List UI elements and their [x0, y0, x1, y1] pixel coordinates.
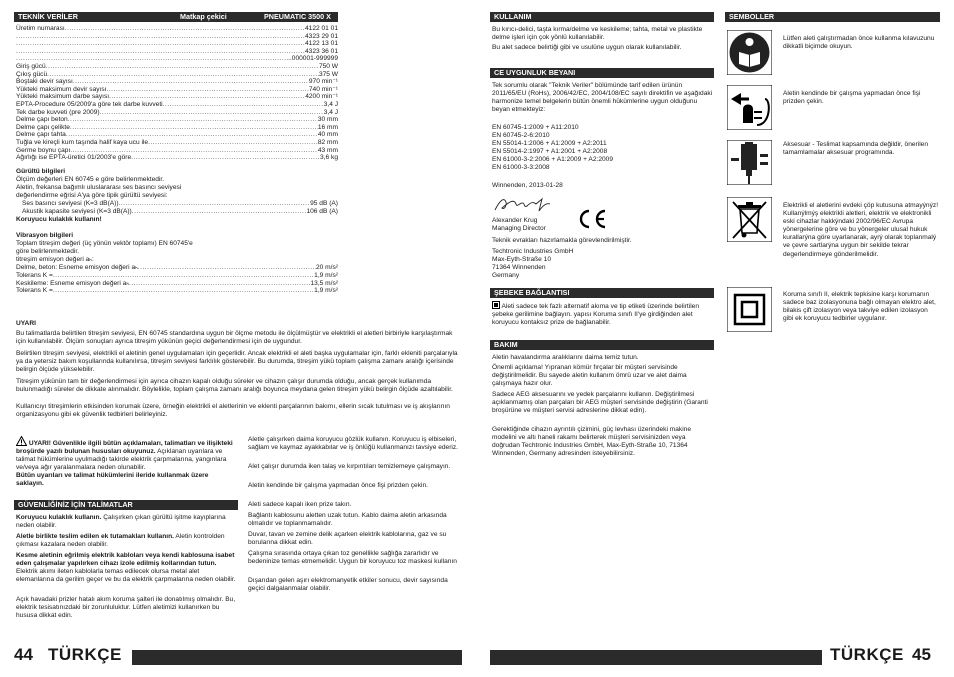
spec-value: 970 min⁻¹	[308, 78, 338, 86]
spec-label: Tuğla ve kireçli kum taşında halif kaya ucu ile	[16, 138, 149, 146]
read-manual-icon	[727, 30, 772, 75]
spec-row	[16, 109, 338, 117]
spec-row	[16, 272, 338, 280]
spec-value: 16 mm	[317, 123, 338, 131]
noise-intro-1: Ölçüm değerleri EN 60745 e göre belirlenmektedir.	[16, 176, 165, 184]
warning-text: Açıklanan uyarılara ve talimat hükümlerine uyulmadığı takirde elektrik çarpmalarına, yangınlara ve/veya ağır yaralanmalara neden olunabilir.	[16, 448, 227, 472]
spec-label: Yükteki maksimum darbe sayısı	[16, 93, 110, 101]
spec-row	[16, 25, 338, 33]
symbol-text: Elektrikli el aletlerini evdeki çöp kutusuna atmayýnýz! Kullanýlmýş elektrikli aletleri, elektrik ve elektronikli eski cihazlar hakkýndaki 2002/96/EC Avrupa yönergelerine göre ve bu yönergeler ulusal hukuk kurallarýna göre uyarlanarak, ayrý olarak toplanmalý ve çevre sartlarýna uygun bir sekilde tekrar degerlendirmeye gönderilmelidir.	[783, 202, 939, 258]
spec-row	[16, 264, 338, 272]
spec-value: 375 W	[318, 70, 338, 78]
spec-value: 20 m/s²	[316, 264, 338, 272]
ce-standard: EN 61000-3-3:2008	[492, 164, 550, 172]
spec-row	[16, 280, 338, 288]
spec-row	[16, 147, 338, 155]
symbol-row-class-ii	[727, 287, 940, 337]
warning-keep: Bütün uyarıları ve talimat hükümlerini ileride kullanmak üzere saklayın.	[16, 472, 209, 488]
kullanim-heading: KULLANIM	[494, 12, 532, 21]
dot-leader	[53, 287, 314, 295]
safety-1-text: Çalışırken çıkan gürültü işitme kayıplarına neden olabilir.	[16, 514, 226, 530]
dot-leader	[70, 147, 318, 155]
spec-row	[16, 139, 338, 147]
safety-2-bold: Aletle birlikte teslim edilen ek tutamakları kullanın.	[16, 533, 174, 540]
spec-row	[16, 101, 338, 109]
ce-intro: Tek sorumlu olarak "Teknik Veriler" bölümünde tarif edilen ürünün 2011/65/EU (RoHs), 2006/42/EC, 2004/108/EC sayılı direktifin ve aşağıdaki harmonize temel belgelerin bütün önemli hükümlerine uygun olduğunu beyan etmekteyiz:	[492, 82, 713, 114]
right-footer-bar	[490, 650, 822, 665]
spec-label: Ses basıncı seviyesi (K=3 dB(A))	[22, 200, 119, 208]
kullanim-para-1: Bu kırıcı-delici, taşta kırma/delme ve keskileme; tahta, metal ve plastikte delme işleri için çok yönlü kullanılabilir.	[492, 26, 703, 42]
ce-header	[490, 68, 714, 78]
dot-leader	[129, 280, 311, 288]
class-ii-small-icon	[492, 301, 500, 309]
warning-triangle-icon	[16, 436, 27, 446]
symbol-row-accessory	[727, 140, 940, 190]
spec-value: 3,6 kg	[320, 154, 338, 162]
dot-leader	[138, 264, 316, 272]
ce-place-date: Winnenden, 2013-01-28	[492, 182, 563, 189]
dot-leader	[16, 40, 305, 48]
spec-label: EPTA-Procedure 05/2009'a göre tek darbe kuvveti	[16, 100, 163, 108]
dot-leader	[53, 272, 314, 280]
ce-mark-logo	[574, 208, 608, 230]
spec-row	[16, 78, 338, 86]
noise-rows	[22, 200, 338, 215]
semboller-header	[725, 12, 940, 22]
tech-data-title: TEKNİK VERİLER	[18, 12, 78, 21]
safety-3-bold: Kesme aletinin eğrilmiş elektrik kabloları veya kendi kablosuna isabet eden çalışmalar yapılırken cihazı izole edilmiş kollarından tutun.	[16, 552, 235, 568]
sebeke-text: Aleti sadece tek fazlı alternatif akıma ve tip etiketi üzerinde belirtilen şebeke gerilimine bağlayın. yapısı Koruma sınıfı II'ye girdiğinden alet koruyucu kontaksız prize de bağlanabilir.	[492, 303, 700, 327]
dot-leader	[65, 25, 305, 33]
spec-label: Delme çapı beton	[16, 116, 68, 124]
spec-value: 4122 13 01	[304, 40, 338, 48]
address-line: Max-Eyth-Straße 10	[492, 256, 551, 264]
ce-standard: EN 61000-3-2:2006 + A1:2009 + A2:2009	[492, 156, 613, 164]
tech-data-header	[14, 12, 338, 22]
vibration-rows	[16, 264, 338, 294]
spec-value: 1,9 m/s²	[314, 287, 338, 295]
spec-label: Keskileme: Esneme emisyon değeri aₕ	[16, 279, 129, 287]
symbol-text: Aletin kendinde bir çalışma yapmadan önce fişi prizden çekin.	[783, 90, 921, 106]
safety-1	[16, 514, 238, 530]
spec-row	[22, 208, 338, 216]
spec-value: 3,4 J	[323, 108, 338, 116]
spec-value: ...000001-999999	[286, 55, 338, 63]
bakim-para-1: Aletin havalandırma aralıklarını daima temiz tutun.	[492, 354, 639, 361]
vibration-intro-3: titreşim emisyon değeri aₕ:	[16, 256, 94, 264]
spec-row	[16, 48, 338, 56]
safety-1-bold: Koruyucu kulaklık kullanın.	[16, 514, 102, 521]
address-line: Germany	[492, 272, 520, 280]
dot-leader	[68, 116, 318, 124]
spec-value: 43 mm	[317, 146, 338, 154]
uyari-para-4: Kullanıcıyı titreşimlerin etkisinden korumak üzere, örneğin elektrikli el aletlerinin ve eklenti parçalarının bakımı, ellerin sıcak tutulması ve iş akışlarının organizasyonu gibi ek güvenlik tedbirleri belirleyiniz.	[16, 403, 450, 419]
symbol-row-manual	[727, 30, 940, 80]
spec-label: Delme çapı çelikte	[16, 123, 70, 131]
right-page-language: TÜRKÇE	[830, 645, 904, 664]
ce-standard: EN 55014-2:1997 + A1:2001 + A2:2008	[492, 148, 608, 156]
spec-value: 40 mm	[317, 131, 338, 139]
address-line: Techtronic Industries GmbH	[492, 248, 574, 255]
spec-value: 82 mm	[317, 138, 338, 146]
spec-value: 4323 29 01	[304, 32, 338, 40]
spec-row	[16, 40, 338, 48]
spec-value: 750 W	[318, 62, 338, 70]
accessory-icon	[727, 140, 772, 185]
spec-row	[16, 116, 338, 124]
spec-label: Çıkış gücü	[16, 70, 48, 78]
vibration-intro-2: göre belirlenmektedir.	[16, 248, 80, 256]
vibration-section	[16, 232, 338, 295]
col2-para-8: Dışarıdan gelen aşırı elektromanyetik etkiler sonucu, devir sayısında geçici dalgalanmalar olabilir.	[248, 577, 448, 593]
kullanim-header	[490, 12, 714, 22]
symbol-row-unplug	[727, 85, 940, 135]
col2-para-3: Aletin kendinde bir çalışma yapmadan önce fişi prizden çekin.	[248, 482, 428, 489]
left-page-number: 44	[14, 645, 33, 664]
spec-row	[16, 287, 338, 295]
spec-label: Delme, beton: Esneme emisyon değeri aₕ	[16, 264, 138, 272]
spec-row	[16, 55, 338, 63]
spec-label: Yükteki maksimum devir sayısı	[16, 85, 107, 93]
uyari-heading: UYARI	[16, 320, 36, 327]
col2-para-2: Alet çalışır durumda iken talaş ve kırpıntıları temizlemeye çalışmayın.	[248, 463, 451, 470]
spec-row	[16, 124, 338, 132]
dot-leader	[16, 55, 286, 63]
safety-header	[14, 500, 238, 510]
spec-value: 30 mm	[317, 116, 338, 124]
symbol-text: Aksesuar - Teslimat kapsamında değildir, önerilen tamamlamalar aksesuar programında.	[783, 141, 929, 157]
spec-value: 106 dB (A)	[306, 207, 338, 215]
spec-value: 4200 min⁻¹	[305, 93, 338, 101]
kullanim-para-2: Bu alet sadece belirtiği gibi ve usulüne uygun olarak kullanılabilir.	[492, 44, 682, 51]
dot-leader	[47, 71, 319, 79]
noise-intro-2: Aletin, frekansa bağımlı uluslararası ses basıncı seviyesi	[16, 184, 182, 192]
noise-section	[16, 168, 338, 224]
right-page-number: 45	[912, 645, 931, 664]
signer-name: Alexander Krug	[492, 217, 538, 224]
sebeke-heading: ŞEBEKE BAĞLANTISI	[494, 288, 570, 297]
address-line: 71364 Winnenden	[492, 264, 546, 272]
bakim-header	[490, 340, 714, 350]
safety-3-text: Elektrik akımı ileten kablolarla temas edilecek olursa metal alet elemanlarına da gerilim geçer ve bu da elektrik çarpmalarına neden olabilir.	[16, 568, 236, 584]
ce-standard: EN 60745-2-6:2010	[492, 132, 550, 140]
dot-leader	[163, 101, 324, 109]
symbol-text: Koruma sınıfı II, elektrik tepkisine karşı korumanın sadece baz izolasyonuna bağlı olmayan elektro alet, bilakis çift izolasyon veya takviye edilen izolasyon gibi ek koruyucu tedbirler uygulanır.	[783, 291, 936, 323]
bakim-para-4: Gerektiğinde cihazın ayrıntılı çizimini, güç levhası üzerindeki makine modelini ve altı haneli rakamı belirterek müşteri servisinizden veya doğrudan Techtronic Industries GmbH, Max-Eyth-Straße 10, 71364 Winnenden, Germany adresinden isteyebilirsiniz.	[492, 426, 692, 458]
noise-intro-3: değerlendirme eğrisi A'ya göre tipik gürültü seviyesi:	[16, 192, 168, 200]
spec-row	[16, 33, 338, 41]
warning-bold: UYARI! Güvenlikle ilgili bütün açıklamaları, talimatları ve ilişikteki broşürde yazılı bulunan hususları okuyunuz.	[16, 440, 233, 456]
vibration-intro-1: Toplam titreşim değeri (üç yönün vektör toplamı) EN 60745'e	[16, 240, 193, 248]
spec-value: 13,5 m/s²	[310, 279, 338, 287]
spec-value: 3,4 J	[323, 100, 338, 108]
spec-label: Giriş gücü	[16, 62, 46, 70]
spec-label: Germe boynu çapı	[16, 146, 71, 154]
company-address	[492, 248, 714, 280]
safety-2-text: Aletin kontrolden çıkması kazalara neden olabilir.	[16, 533, 225, 549]
spec-label: Tolerans K =	[16, 287, 53, 295]
col2-para-7: Çalışma sırasında ortaya çıkan toz genellikle sağlığa zararlıdır ve bedeninize temas etmemelidir. Uygun bir koruyucu toz maskesi kullanın	[248, 550, 457, 566]
safety-heading: GÜVENLİĞİNİZ İÇİN TALİMATLAR	[18, 500, 133, 509]
dot-leader	[119, 200, 311, 208]
dot-leader	[100, 109, 324, 117]
col2-para-5: Bağlantı kablosunu aletten uzak tutun. Kablo daima aletin arkasında olmalıdır ve toplanmamalıdır.	[248, 512, 447, 528]
dot-leader	[73, 78, 309, 86]
col2-para-1: Aletle çalışırken daima koruyucu gözlük kullanın. Koruyucu iş elbiseleri, sağlam ve kaymaz ayakkabılar ve iş önlüğü kullanmanızı tavsiye ederiz.	[248, 436, 458, 452]
weee-bin-icon	[727, 197, 772, 242]
spec-label: Akustik kapasite seviyesi (K=3 dB(A))	[22, 207, 132, 215]
general-warning	[16, 436, 238, 489]
dot-leader	[16, 48, 305, 56]
bakim-heading: BAKIM	[494, 340, 518, 349]
spec-row	[16, 93, 338, 101]
ce-heading: CE UYGUNLUK BEYANI	[494, 68, 576, 77]
safety-4: Açık havadaki prizler hatalı akım koruma şalteri ile donatılmış olmalıdır. Bu, elektrik tesisatınızdaki bir zorunluluktur. Lütfen aletimizi kullanırken bu hususa dikkat edin.	[16, 596, 236, 620]
left-page-language: TÜRKÇE	[48, 645, 122, 664]
left-footer-bar	[132, 650, 462, 665]
ear-protection-note: Koruyucu kulaklık kullanın!	[16, 215, 102, 223]
safety-3	[16, 552, 238, 584]
spec-row	[16, 63, 338, 71]
sebeke-header	[490, 288, 714, 298]
dot-leader	[66, 131, 318, 139]
uyari-para-3: Titreşim yükünün tam bir değerlendirmesi için ayrıca cihazın kapalı olduğu süreler ve cihazın çalışır durumda olduğu, ancak gerçek kullanımda bulunmadığı süreler de dikkate alınmalıdır. Böylelikle, toplam çalışma zamanı aralığı boyunca meydana gelen titreşim yükü belirgin ölçüde azaltılabilir.	[16, 378, 453, 394]
spec-value: 740 min⁻¹	[308, 85, 338, 93]
semboller-heading: SEMBOLLER	[729, 12, 775, 21]
spec-row	[22, 200, 338, 208]
col2-para-6: Duvar, tavan ve zemine delik açarken elektrik kablolarına, gaz ve su borularına dikkat edin.	[248, 531, 447, 547]
spec-label: Tolerans K =	[16, 271, 53, 279]
bakim-para-2: Önemli açıklama! Yıpranan kömür fırçalar bir müşteri servisinde değiştirilmelidir. Bu sayede aletin kullanım ömrü uzar ve alet daima çalışmaya hazır olur.	[492, 364, 687, 388]
signer-title: Managing Director	[492, 225, 546, 233]
unplug-icon	[727, 85, 772, 130]
dot-leader	[131, 154, 320, 162]
symbol-row-weee	[727, 197, 940, 277]
spec-row	[16, 71, 338, 79]
class-ii-icon	[727, 287, 772, 332]
uyari-para-1: Bu talimatlarda belirtilen titreşim seviyesi, EN 60745 standardına uygun bir ölçme metodu ile ölçülmüştür ve elektrikli el aletleri birbiriyle karşılaştırmak için kullanılabilir. Ölçüm sonuçları ayrıca titreşim yükünün geçici değerlendirmesi için de uygundur.	[16, 330, 453, 346]
spec-list	[16, 25, 338, 162]
uyari-para-2: Belirtilen titreşim seviyesi, elektrikli el aletinin genel uygulamaları için geçerlidir. Ancak elektrikli el aleti başka uygulamalar için, farklı ekleniti parçalarıyla ya da yetersiz bakım koşullarında kullanılırsa, titreşim seviyesi farklılık gösterebilir. Bu durumda, titreşim yükü toplam çalışma zamanı aralığı içerisinde belirgin ölçüde yükselebilir.	[16, 350, 458, 374]
spec-label: Üretim numarası	[16, 25, 65, 32]
spec-label: Tek darbe kuvveti (pre 2009)	[16, 108, 100, 116]
sebeke-text-block	[492, 301, 714, 327]
dot-leader	[148, 139, 318, 147]
spec-row	[16, 86, 338, 94]
dot-leader	[46, 63, 319, 71]
spec-value: 95 dB (A)	[310, 200, 338, 208]
ce-standard: EN 55014-1:2006 + A1:2009 + A2:2011	[492, 140, 607, 148]
safety-2	[16, 533, 238, 549]
spec-label: Delme çapı tahta	[16, 131, 66, 139]
product-type: Matkap çekici	[180, 12, 227, 21]
spec-label: Ağırlığı ise EPTA-üretici 01/2003'e göre	[16, 154, 132, 162]
spec-row	[16, 154, 338, 162]
spec-value: 4122 01 01	[304, 25, 338, 32]
bakim-para-3: Sadece AEG aksesuarını ve yedek parçalarını kullanın. Değiştirilmesi açıklanmamış olan parçaları bir AEG müşteri servisinde değiştirin (Garanti broşürüne ve müşteri servisi adreslerine dikkat edin).	[492, 391, 708, 415]
spec-label: Boştaki devir sayısı	[16, 78, 73, 86]
spec-value: 4323 36 01	[304, 47, 338, 55]
spec-value: 1,9 m/s²	[314, 271, 338, 279]
col2-para-4: Aleti sadece kapalı iken prize takın.	[248, 501, 352, 508]
dot-leader	[70, 124, 318, 132]
ce-standard: EN 60745-1:2009 + A11:2010	[492, 124, 579, 131]
dot-leader	[16, 33, 305, 41]
dot-leader	[107, 86, 309, 94]
noise-heading: Gürültü bilgileri	[16, 168, 66, 175]
authorized-note: Teknik evrakları hazırlamakla görevlendirilmiştir.	[492, 237, 632, 244]
symbol-text: Lütfen aleti çalıştırmadan önce kullanma kılavuzunu dikkatli biçimde okuyun.	[783, 35, 935, 51]
dot-leader	[109, 93, 305, 101]
model-name: PNEUMATIC 3500 X	[264, 12, 331, 21]
spec-row	[16, 131, 338, 139]
ce-standards	[492, 124, 714, 173]
vibration-heading: Vibrasyon bilgileri	[16, 232, 74, 239]
dot-leader	[132, 208, 307, 216]
signature-image	[492, 194, 552, 216]
